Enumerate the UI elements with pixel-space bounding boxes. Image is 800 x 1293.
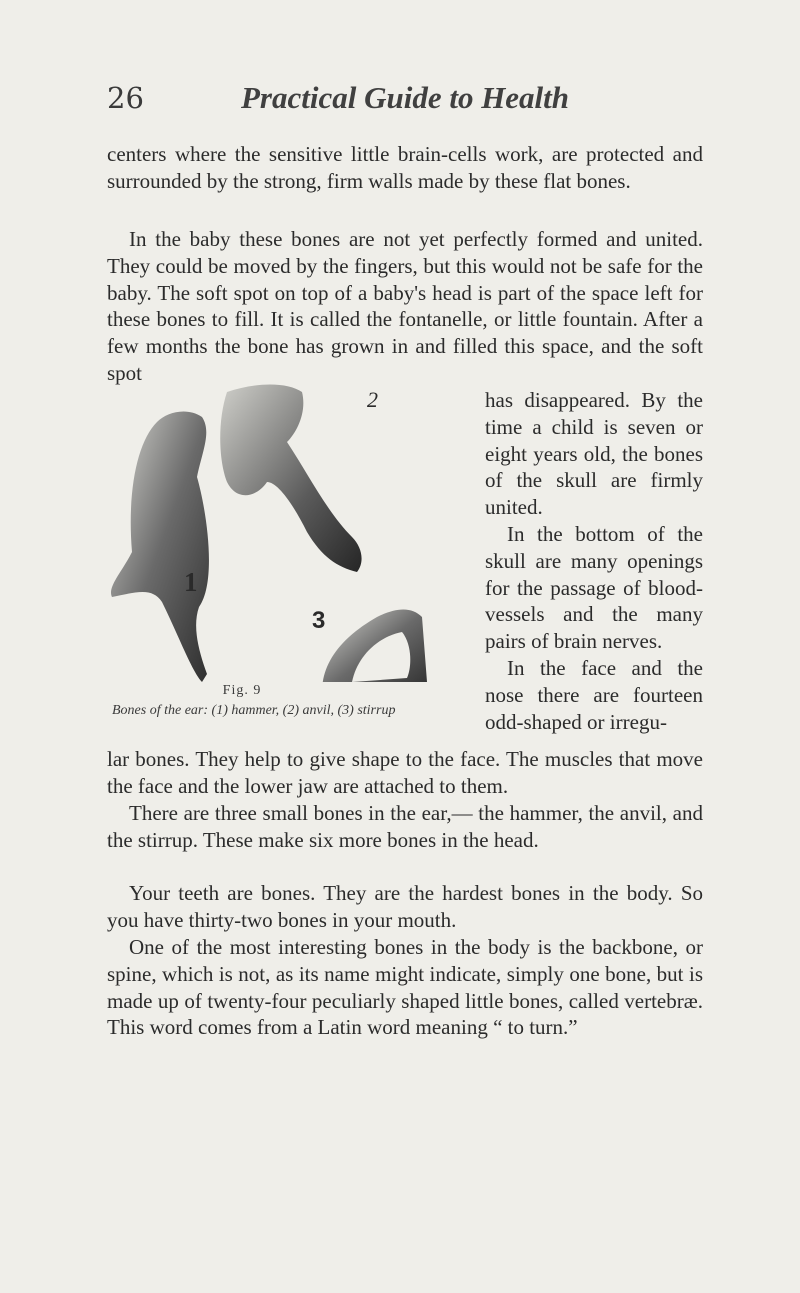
paragraph-6: One of the most interesting bones in the body is the backbone, or spine, which is not, as its name might indicate, simply one bone, but is made up of twenty-four peculiarly shaped little bones, called vertebræ. This word comes from a Latin word meaning “ to turn.”	[107, 935, 703, 1040]
wrapped-paragraph-a: has disappeared. By the time a child is seven or eight years old, the bones of the skull are firmly united.	[485, 388, 703, 520]
wrapped-text	[485, 387, 703, 735]
paragraph-4: There are three small bones in the ear,— the hammer, the anvil, and the stirrup. These make six more bones in the head.	[107, 801, 703, 852]
figure-caption: Bones of the ear: (1) hammer, (2) anvil, (3) stirrup	[112, 703, 396, 718]
anvil-bone	[220, 385, 361, 573]
page-number: 26	[107, 81, 144, 115]
running-title: Practical Guide to Health	[240, 80, 570, 115]
ear-bones-figure	[107, 382, 479, 720]
stirrup-bone	[322, 610, 427, 683]
label-anvil: 2	[367, 387, 378, 412]
paragraph-3-continued: lar bones. They help to give shape to the face. The muscles that move the face and the lower jaw are attached to them.	[107, 747, 703, 798]
paragraph-5: Your teeth are bones. They are the hardest bones in the body. So you have thirty-two bones in your mouth.	[107, 881, 703, 932]
wrapped-paragraph-b: In the bottom of the skull are many openings for the passage of blood-vessels and the many pairs of brain nerves.	[485, 521, 703, 654]
label-stirrup: 3	[312, 607, 326, 634]
label-hammer: 1	[184, 567, 198, 597]
wrapped-paragraph-c: In the face and the nose there are fourteen odd-shaped or irregu-	[485, 655, 703, 734]
hammer-bone	[111, 412, 209, 682]
ear-bones-illustration	[107, 382, 479, 682]
figure-number: Fig. 9	[222, 683, 262, 698]
paragraph-1: centers where the sensitive little brain-cells work, are protected and surrounded by the strong, firm walls made by these flat bones.	[107, 142, 703, 193]
paragraph-2: In the baby these bones are not yet perfectly formed and united. They could be moved by the fingers, but this would not be safe for the baby. The soft spot on top of a baby's head is part of the space left for these bones to fill. It is called the fontanelle, or little fountain. After a few months the bone has grown in and filled this space, and the soft spot	[107, 227, 703, 385]
page-header	[107, 78, 703, 118]
